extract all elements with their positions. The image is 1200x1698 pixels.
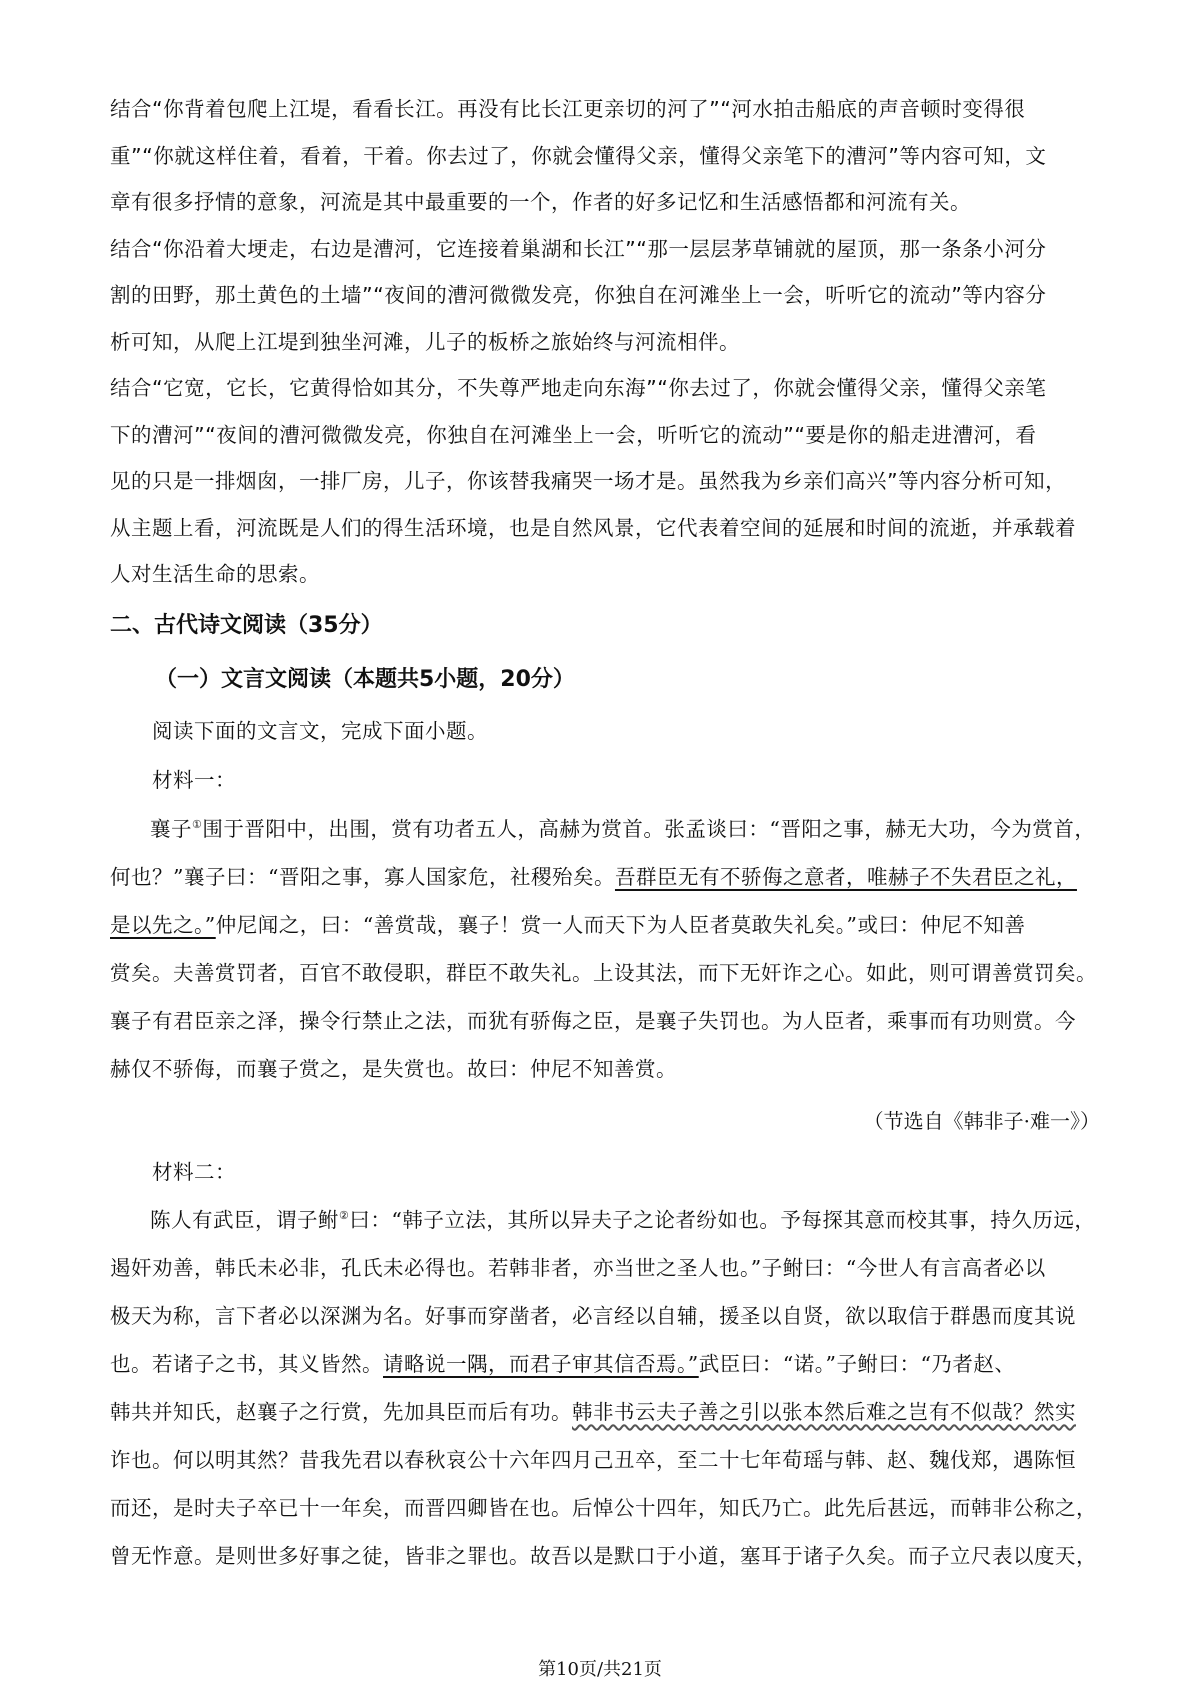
answer-line: 割的田野，那土黄色的土墙”“夜间的漕河微微发亮，你独自在河滩坐上一会，听听它的流动”等内容分: [110, 283, 1047, 307]
answer-line: 见的只是一排烟囱，一排厂房，儿子，你该替我痛哭一场才是。虽然我为乡亲们高兴”等内容分析可知，: [110, 469, 1067, 493]
answer-line: 析可知，从爬上江堤到独坐河滩，儿子的板桥之旅始终与河流相伴。: [110, 330, 740, 354]
wavy-underlined-sentence: 韩非书云夫子善之引以张本然后难之岂有不似哉？然实: [572, 1400, 1076, 1424]
answer-line: 结合“你沿着大埂走，右边是漕河，它连接着巢湖和长江”“那一层层茅草铺就的屋顶，那一条条小河分: [110, 237, 1047, 261]
underlined-sentence: 请略说一隅，而君子审其信否焉。”: [383, 1352, 699, 1376]
material2-line: [110, 1395, 1100, 1425]
material2-line: 而还，是时夫子卒已十一年矣，而晋四卿皆在也。后悼公十四年，知氏乃亡。此先后甚远，而韩非公称之，: [110, 1496, 1097, 1520]
underlined-sentence: 是以先之。”: [110, 913, 216, 937]
material1-line: 赫仅不骄侮，而襄子赏之，是失赏也。故曰：仲尼不知善赏。: [110, 1057, 677, 1081]
instruction: 阅读下面的文言文，完成下面小题。: [152, 719, 488, 743]
material2-line: [150, 1203, 1140, 1233]
text: 曰：“韩子立法，其所以异夫子之论者纷如也。予每探其意而校其事，持久历远，: [349, 1208, 1096, 1232]
material2-line: 遏奸劝善，韩氏未必非，孔氏未必得也。若韩非者，亦当世之圣人也。”子鲋曰：“今世人有言高者必以: [110, 1256, 1046, 1280]
material2-line: 极天为称，言下者必以深渊为名。好事而穿凿者，必言经以自辅，援圣以自贤，欲以取信于群愚而度其说: [110, 1304, 1076, 1328]
material1-line: [150, 812, 1140, 842]
text: 襄子: [150, 817, 192, 841]
source-citation: （节选自《韩非子·难一》）: [863, 1109, 1100, 1133]
material1-line: 襄子有君臣亲之泽，操令行禁止之法，而犹有骄侮之臣，是襄子失罚也。为人臣者，乘事而有功则赏。今: [110, 1009, 1076, 1033]
material1-line: [110, 860, 1100, 890]
material1-label: 材料一：: [152, 768, 236, 792]
material2-line: 曾无怍意。是则世多好事之徒，皆非之罪也。故吾以是默口于小道，塞耳于诸子久矣。而子立尺表以度天，: [110, 1544, 1097, 1568]
text: 围于晋阳中，出围，赏有功者五人，高赫为赏首。张孟谈曰：“晋阳之事，赫无大功，今为赏首，: [202, 817, 1096, 841]
footnote-mark: ②: [339, 1209, 350, 1223]
material2-line: [110, 1347, 1100, 1377]
footnote-mark: ①: [192, 818, 203, 832]
answer-line: 人对生活生命的思索。: [110, 562, 320, 586]
answer-line: 章有很多抒情的意象，河流是其中最重要的一个，作者的好多记忆和生活感悟都和河流有关。: [110, 190, 971, 214]
material1-line: 赏矣。夫善赏罚者，百官不敢侵职，群臣不敢失礼。上设其法，而下无奸诈之心。如此，则可谓善赏罚矣。: [110, 961, 1097, 985]
page-footer: 第10页/共21页: [538, 1659, 662, 1680]
answer-line: 结合“你背着包爬上江堤，看看长江。再没有比长江更亲切的河了”“河水拍击船底的声音顿时变得很: [110, 97, 1026, 121]
text: 陈人有武臣，谓子鲋: [150, 1208, 339, 1232]
text: 也。若诸子之书，其义皆然。: [110, 1352, 383, 1376]
text: 何也？”襄子曰：“晋阳之事，寡人国家危，社稷殆矣。: [110, 865, 615, 889]
answer-line: 重”“你就这样住着，看着，干着。你去过了，你就会懂得父亲，懂得父亲笔下的漕河”等内容可知，文: [110, 144, 1047, 168]
subsection-title: （一）文言文阅读（本题共5小题，20分）: [155, 667, 575, 692]
material1-line: [110, 908, 1100, 938]
text: 武臣曰：“诺。”子鲋曰：“乃者赵、: [698, 1352, 1016, 1376]
section-title: 二、古代诗文阅读（35分）: [110, 613, 383, 638]
text: 韩共并知氏，赵襄子之行赏，先加具臣而后有功。: [110, 1400, 572, 1424]
underlined-sentence: 吾群臣无有不骄侮之意者，唯赫子不失君臣之礼，: [614, 865, 1077, 889]
text: 仲尼闻之，曰：“善赏哉，襄子！赏一人而天下为人臣者莫敢失礼矣。”或曰：仲尼不知善: [215, 913, 1026, 937]
answer-line: 下的漕河”“夜间的漕河微微发亮，你独自在河滩坐上一会，听听它的流动”“要是你的船走进漕河，看: [110, 423, 1037, 447]
answer-line: 从主题上看，河流既是人们的得生活环境，也是自然风景，它代表着空间的延展和时间的流逝，并承载着: [110, 516, 1076, 540]
material2-line: 诈也。何以明其然？昔我先君以春秋哀公十六年四月己丑卒，至二十七年荀瑶与韩、赵、魏伐郑，遇陈恒: [110, 1448, 1076, 1472]
answer-line: 结合“它宽，它长，它黄得恰如其分，不失尊严地走向东海”“你去过了，你就会懂得父亲，懂得父亲笔: [110, 376, 1047, 400]
material2-label: 材料二：: [152, 1160, 236, 1184]
